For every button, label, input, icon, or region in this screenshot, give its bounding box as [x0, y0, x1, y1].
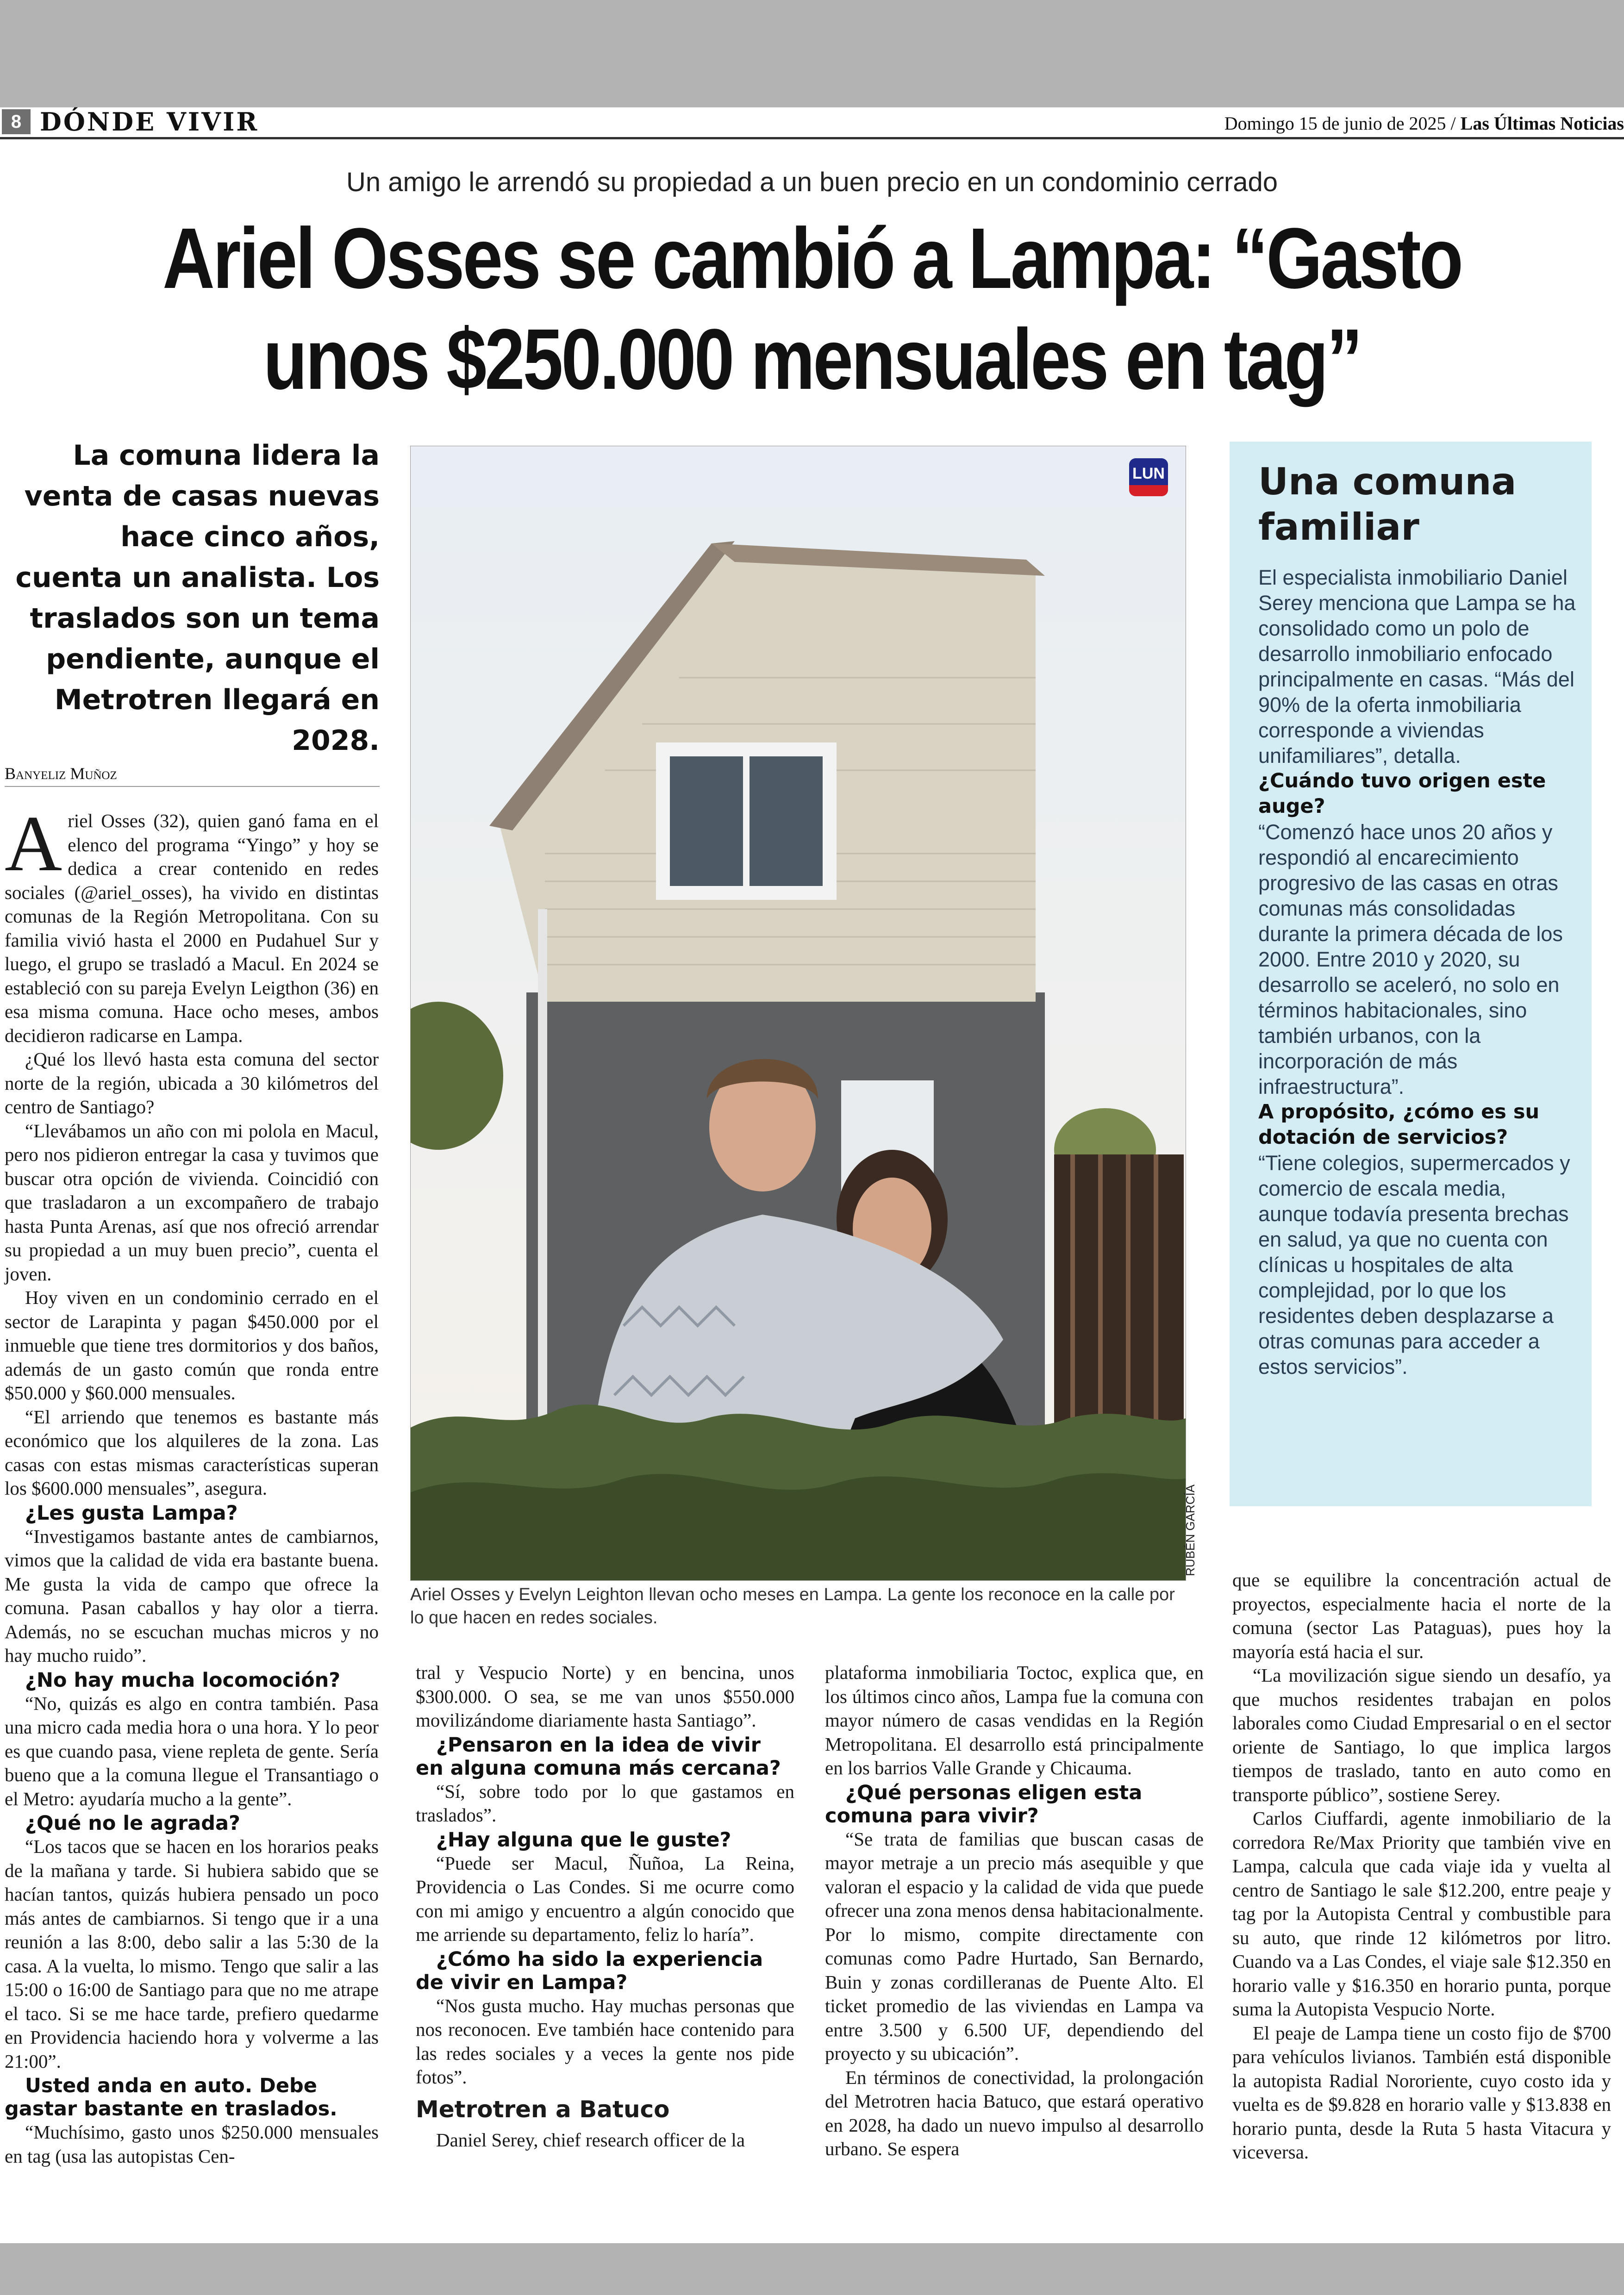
photo-caption: Ariel Osses y Evelyn Leighton llevan ocho meses en Lampa. La gente los reconoce en la calle por lo que hacen en redes sociales.: [410, 1585, 1175, 1628]
article-kicker: Un amigo le arrendó su propiedad a un buen precio en un condominio cerrado: [346, 167, 1278, 197]
column-4: [1232, 1568, 1611, 2164]
paragraph: “Se trata de familias que buscan casas de mayor metraje a un precio más asequible y que valoran el espacio y la calidad de vida que puede ofrecer una zona menos densa habitacionalmente. Por lo mismo, compite directamente con comunas como Padre Hurtado, San Bernardo, Buin y zonas cordilleranas de Puente Alto. El ticket promedio de las viviendas en Lampa va entre 3.500 y 6.500 UF, dependiendo del proyecto y su ubicación”.: [825, 1828, 1204, 2064]
photo-credit: RUBÉN GARCÍA: [1183, 1484, 1197, 1576]
dateline-separator: /: [1450, 113, 1456, 134]
interview-question: ¿Les gusta Lampa?: [25, 1501, 238, 1525]
interview-question: ¿Qué personas eligen esta comuna para vivir?: [825, 1781, 1143, 1827]
interview-question: ¿No hay mucha locomoción?: [25, 1668, 341, 1692]
article-lead: La comuna lidera la venta de casas nuevas hace cinco años, cuenta un analista. Los traslados son un tema pendiente, aunque el Metrotren llegará en 2028.: [15, 439, 380, 757]
paragraph: Daniel Serey, chief research officer de la: [436, 2129, 745, 2151]
paragraph: Hoy viven en un condominio cerrado en el sector de Larapinta y pagan $450.000 por el inmueble que tiene tres dormitorios y dos baños, además de un gasto común que ronda entre $50.000 y $60.000 mensuales.: [5, 1287, 379, 1403]
sidebar-paragraph: “Comenzó hace unos 20 años y respondió al encarecimiento progresivo de las casas en otras comunas más consolidadas durante la primera década de los 2000. Entre 2010 y 2020, su desarrollo se aceleró, no solo en términos habitacionales, sino también urbanos, con la incorporación de más infraestructura”.: [1258, 820, 1563, 1098]
interview-question: ¿Hay alguna que le guste?: [436, 1828, 731, 1852]
issue-date: Domingo 15 de junio de 2025: [1224, 113, 1446, 134]
publication-name: Las Últimas Noticias: [1460, 113, 1624, 134]
interview-question: ¿Cómo ha sido la experiencia de vivir en Lampa?: [416, 1947, 763, 1994]
paragraph: tral y Vespucio Norte) y en bencina, unos $300.000. O sea, se me van unos $550.000 movilizándome diariamente hasta Santiago”.: [416, 1662, 794, 1731]
page-header: [0, 107, 1624, 141]
article-headline: [145, 208, 1479, 410]
page-number: 8: [2, 109, 31, 134]
sidebar-question: ¿Cuándo tuvo origen este auge?: [1258, 769, 1546, 818]
byline: Banyeliz Muñoz: [5, 764, 380, 787]
paragraph: “Muchísimo, gasto unos $250.000 mensuales en tag (usa las autopistas Cen-: [5, 2121, 379, 2167]
column-2: [416, 1661, 794, 2152]
photo-illustration: [411, 446, 1186, 1580]
lun-logo: [1129, 458, 1168, 496]
paragraph: plataforma inmobiliaria Toctoc, explica que, en los últimos cinco años, Lampa fue la comuna con mayor número de casas vendidas en la Región Metropolitana. El desarrollo está principalmente en los barrios Valle Grande y Chicauma.: [825, 1662, 1204, 1778]
section-name: DÓNDE VIVIR: [40, 107, 259, 137]
header-rule: [0, 137, 1624, 139]
paragraph: [5, 800, 379, 1048]
dateline: [1224, 112, 1624, 135]
paragraph: “Nos gusta mucho. Hay muchas personas que nos reconocen. Eve también hace contenido para las redes sociales y a veces la gente nos pide fotos”.: [416, 1995, 794, 2088]
paragraph: Carlos Ciuffardi, agente inmobiliario de la corredora Re/Max Priority que también vive en Lampa, calcula que cada viaje ida y vuelta al centro de Santiago le sale $12.200, entre peaje y tag por la Autopista Central y combustible para su auto, que rinde 12 kilómetros por litro. Cuando va a Las Condes, el viaje sale $12.350 en horario valle y $16.350 en horario punta, porque suma la Autopista Vespucio Norte.: [1232, 1808, 1611, 2020]
paragraph: “La movilización sigue siendo un desafío, ya que muchos residentes trabajan en polos laborales como Ciudad Empresarial o en el sector oriente de Santiago, lo que implica largos tiempos de traslado, tanto en auto como en transporte público”, sostiene Serey.: [1232, 1665, 1611, 1805]
paragraph: “Llevábamos un año con mi polola en Macul, pero nos pidieron entregar la casa y tuvimos que buscar otra opción de vivienda. Coincidió con que trasladaron a un excompañero de trabajo hasta Punta Arenas, así que nos ofreció arrendar su propiedad a un muy buen precio”, cuenta el joven.: [5, 1120, 379, 1285]
dropcap: A: [5, 800, 62, 888]
headline-line-1: Ariel Osses se cambió a Lampa: “Gasto: [162, 211, 1462, 306]
top-gray-band: [0, 0, 1624, 107]
paragraph: “No, quizás es algo en contra también. Pasa una micro cada media hora o una hora. Y lo peor es que cuando pasa, viene repleta de gente. Sería bueno que a la comuna llegue el Transantiago o el Metro: ayudaría mucho a la gente”.: [5, 1692, 379, 1809]
paragraph: “Investigamos bastante antes de cambiarnos, vimos que la calidad de vida era bastante buena. Me gusta la vida de campo que ofrece la comuna. Pasan caballos y hay olor a tierra. Además, no se escuchan muchas micros y no hay mucho ruido”.: [5, 1525, 379, 1666]
paragraph-text: riel Osses (32), quien ganó fama en el elenco del programa “Yingo” y hoy se dedica a crear contenido en redes sociales (@ariel_osses), ha vivido en distintas comunas de la Región Metropolitana. Con su familia vivió hasta el 2000 en Pudahuel Sur y luego, el grupo se trasladó a Macul. En 2024 se estableció con su pareja Evelyn Leigthon (36) en esa misma comuna. Hace ocho meses, ambos decidieron radicarse en Lampa.: [5, 810, 379, 1046]
column-1: [5, 800, 379, 2168]
paragraph: “El arriendo que tenemos es bastante más económico que los alquileres de la zona. Las casas con estas mismas características superan los $600.000 mensuales”, asegura.: [5, 1406, 379, 1499]
headline-line-2: unos $250.000 mensuales en tag”: [263, 312, 1361, 407]
sidebar-paragraph: “Tiene colegios, supermercados y comercio de escala media, aunque todavía presenta brechas en salud, ya que no cuenta con clínicas u hospitales de alta complejidad, por lo que los residentes deben desplazarse a otras comunas para acceder a estos servicios”.: [1258, 1151, 1570, 1378]
interview-question: ¿Qué no le agrada?: [25, 1812, 241, 1835]
sidebar-body: [1258, 565, 1578, 1379]
paragraph: que se equilibre la concentración actual de proyectos, especialmente hacia el norte de la comuna (sector Las Pataguas), pues hoy la mayoría está hacia el sur.: [1232, 1569, 1611, 1662]
sidebar-box: [1230, 442, 1592, 1506]
paragraph: “Puede ser Macul, Ñuñoa, La Reina, Providencia o Las Condes. Si me ocurre como con mi amigo y encuentro a algún conocido que me arriende su departamento, feliz lo haría”.: [416, 1852, 794, 1945]
sidebar-paragraph: El especialista inmobiliario Daniel Serey menciona que Lampa se ha consolidado como un polo de desarrollo inmobiliario enfocado principalmente en casas. “Más del 90% de la oferta inmobiliaria corresponde a viviendas unifamiliares”, detalla.: [1258, 566, 1576, 767]
paragraph: ¿Qué los llevó hasta esta comuna del sector norte de la región, ubicada a 30 kilómetros del centro de Santiago?: [5, 1048, 379, 1117]
sidebar-title: Una comuna familiar: [1258, 460, 1517, 549]
paragraph: “Los tacos que se hacen en los horarios peaks de la mañana y tarde. Si hubiera sabido que se hacían tantos, quizás hubiera pensado un poco más antes de cambiarnos. Si tengo que ir a una reunión a las 8:00, debo salir a las 5:30 de la casa. A la vuelta, lo mismo. Tengo que salir a las 15:00 o 16:00 de Santiago para que no me atrape el taco. Si se me hace tarde, prefiero quedarme en Providencia haciendo hora y volverme a las 21:00”.: [5, 1836, 379, 2072]
paragraph: “Sí, sobre todo por lo que gastamos en traslados”.: [416, 1780, 794, 1826]
interview-question: ¿Pensaron en la idea de vivir en alguna comuna más cercana?: [416, 1733, 781, 1780]
lun-logo-text: LUN: [1132, 465, 1165, 482]
bottom-gray-band: [0, 2243, 1624, 2295]
column-3: [825, 1661, 1204, 2161]
sidebar-question: A propósito, ¿cómo es su dotación de servicios?: [1258, 1100, 1540, 1149]
lun-logo-stripe: [1129, 485, 1168, 496]
paragraph: En términos de conectividad, la prolongación del Metrotren hacia Batuco, que estará operativo en 2028, ha dado un nuevo impulso al desarrollo urbano. Se espera: [825, 2066, 1204, 2159]
interview-question: Usted anda en auto. Debe gastar bastante en traslados.: [5, 2074, 337, 2120]
subheading: Metrotren a Batuco: [416, 2095, 670, 2123]
article-photo: [410, 446, 1186, 1581]
paragraph: El peaje de Lampa tiene un costo fijo de $700 para vehículos livianos. También está disponible la autopista Radial Nororiente, cuyo costo ida y vuelta es de $9.828 en horario valle y $13.838 en horario punta, desde la Ruta 5 hasta Vitacura y viceversa.: [1232, 2022, 1611, 2163]
